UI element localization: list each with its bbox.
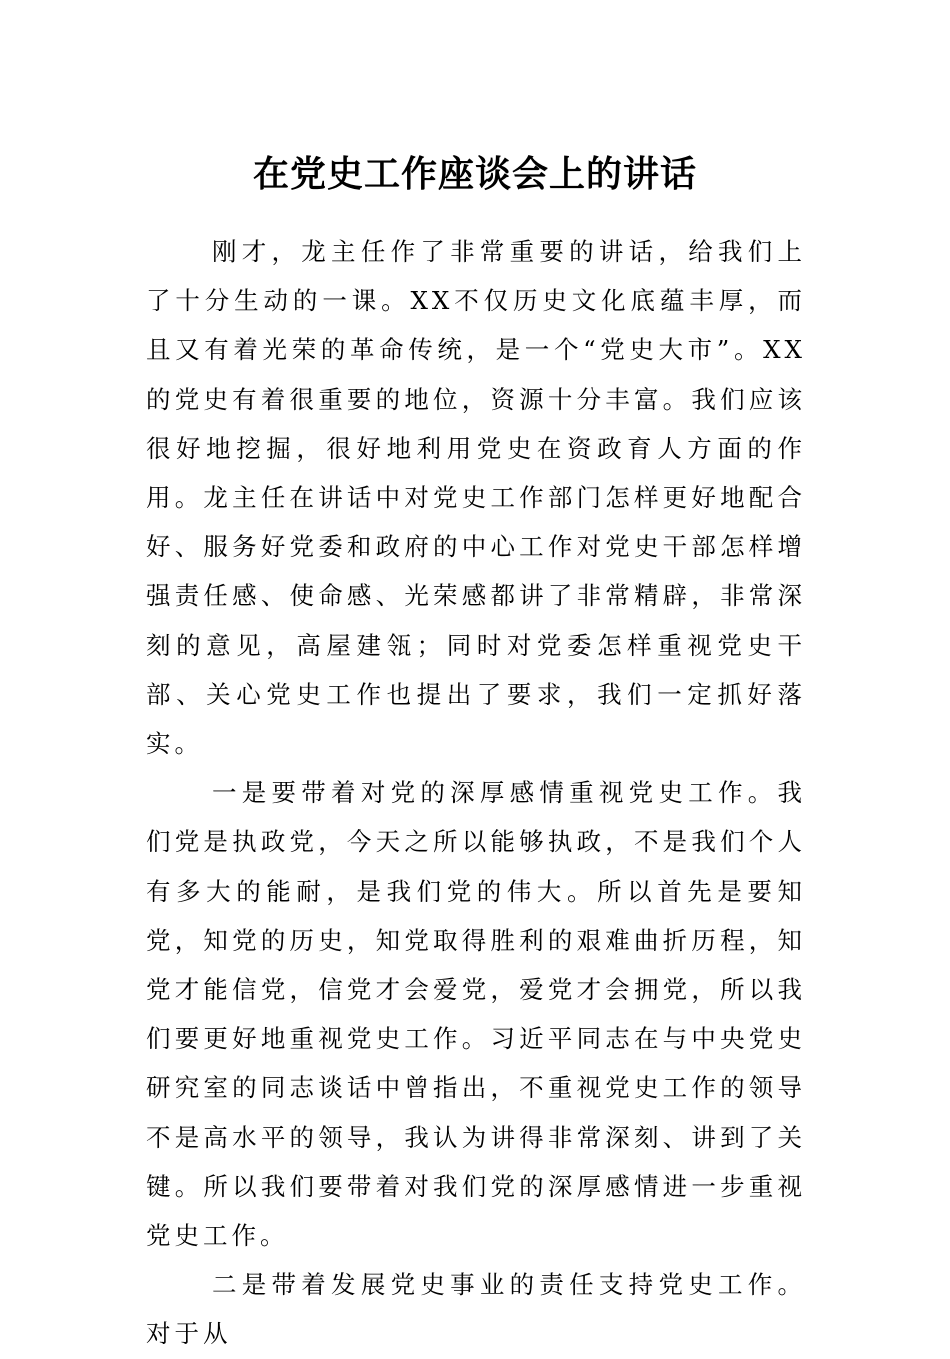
document-body <box>146 227 806 1359</box>
paragraph-point-one: 一是要带着对党的深厚感情重视党史工作。我们党是执政党，今天之所以能够执政，不是我们个人有多大的能耐，是我们党的伟大。所以首先是要知党，知党的历史，知党取得胜利的艰难曲折历程，知党才能信党，信党才会爱党，爱党才会拥党，所以我们要更好地重视党史工作。习近平同志在与中央党史研究室的同志谈话中曾指出，不重视党史工作的领导不是高水平的领导，我认为讲得非常深刻、讲到了关键。所以我们要带着对我们党的深厚感情进一步重视党史工作。 <box>146 778 806 1251</box>
paragraph-point-two: 二是带着发展党史事业的责任支持党史工作。对于从 <box>146 1270 806 1349</box>
paragraph-intro: 刚才，龙主任作了非常重要的讲话，给我们上了十分生动的一课。XX不仅历史文化底蕴丰厚，而且又有着光荣的革命传统，是一个“党史大市”。XX的党史有着很重要的地位，资源十分丰富。我们应该很好地挖掘，很好地利用党史在资政育人方面的作用。龙主任在讲话中对党史工作部门怎样更好地配合好、服务好党委和政府的中心工作对党史干部怎样增强责任感、使命感、光荣感都讲了非常精辟，非常深刻的意见，高屋建瓴；同时对党委怎样重视党史干部、关心党史工作也提出了要求，我们一定抓好落实。 <box>146 237 806 759</box>
document-title: 在党史工作座谈会上的讲话 <box>252 153 697 195</box>
